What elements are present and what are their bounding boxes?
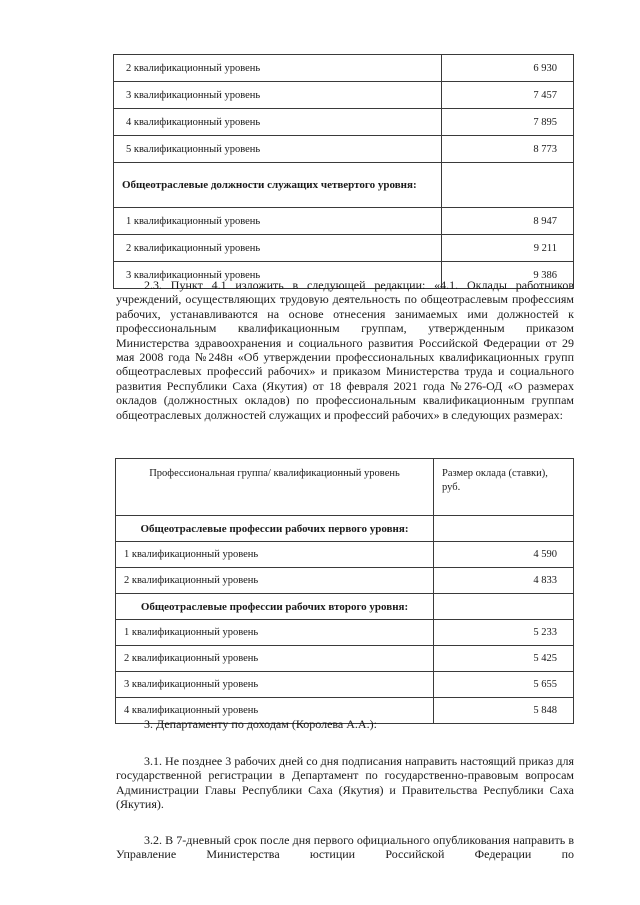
table-row xyxy=(114,109,574,136)
row-value: 5 848 xyxy=(434,698,574,724)
row-value: 9 386 xyxy=(442,262,574,289)
paragraph-text: 3.2. В 7-дневный срок после дня первого официального опубликования направить в Управление Министерства юстиции Российской Федерации по xyxy=(116,833,574,862)
row-label: 3 квалификационный уровень xyxy=(114,262,442,289)
table-row xyxy=(116,568,574,594)
header-group-level: Профессиональная группа/ квалификационный уровень xyxy=(116,459,434,516)
table-row xyxy=(116,672,574,698)
row-label: 3 квалификационный уровень xyxy=(114,82,442,109)
row-value: 5 655 xyxy=(434,672,574,698)
empty-cell xyxy=(434,594,574,620)
row-value: 7 457 xyxy=(442,82,574,109)
paragraph-text: 2.3. Пункт 4.1 изложить в следующей редакции: «4.1. Оклады работников учреждений, осуществляющих трудовую деятельность по общеотраслевым профессиям рабочих, устанавливаются на основе отнесения занимаемых ими должностей к профессиональным квалификационным группам, утвержденным приказом Министерства здравоохранения и социального развития Российской Федерации от 29 мая 2008 года №248н «Об утверждении профессиональных квалификационных групп общеотраслевых профессий рабочих» и приказом Министерства труда и социального развития Республики Саха (Якутия) от 18 февраля 2021 года №276-ОД «О размерах окладов (должностных окладов) по профессиональным квалификационным группам общеотраслевых должностей служащих и профессий рабочих» в следующих размерах: xyxy=(116,278,574,422)
table-row xyxy=(114,55,574,82)
salary-table-workers xyxy=(115,458,574,724)
group-header: Общеотраслевые профессии рабочих первого уровня: xyxy=(116,516,434,542)
row-label: 4 квалификационный уровень xyxy=(114,109,442,136)
row-label: 5 квалификационный уровень xyxy=(114,136,442,163)
row-value: 7 895 xyxy=(442,109,574,136)
paragraph-3-2 xyxy=(116,833,574,862)
row-label: 2 квалификационный уровень xyxy=(114,55,442,82)
empty-cell xyxy=(434,516,574,542)
row-label: 2 квалификационный уровень xyxy=(114,235,442,262)
row-value: 4 833 xyxy=(434,568,574,594)
paragraph-3-1 xyxy=(116,754,574,812)
row-label: 2 квалификационный уровень xyxy=(116,646,434,672)
row-value: 5 233 xyxy=(434,620,574,646)
table-row xyxy=(114,235,574,262)
row-value: 5 425 xyxy=(434,646,574,672)
table-row xyxy=(114,82,574,109)
row-label: 4 квалификационный уровень xyxy=(116,698,434,724)
table-row xyxy=(116,620,574,646)
row-value: 6 930 xyxy=(442,55,574,82)
table-row xyxy=(114,208,574,235)
row-label: 1 квалификационный уровень xyxy=(116,542,434,568)
table-group-row xyxy=(114,163,574,208)
paragraph-text: 3.1. Не позднее 3 рабочих дней со дня подписания направить настоящий приказ для государственной регистрации в Департамент по государственно-правовым вопросам Администрации Главы Республики Саха (Якутия) и Правительства Республики Саха (Якутия). xyxy=(116,754,574,812)
row-value: 4 590 xyxy=(434,542,574,568)
salary-table-employees xyxy=(113,54,574,289)
item-3-heading: 3. Департаменту по доходам (Королева А.А.): xyxy=(144,717,377,731)
table-row xyxy=(116,542,574,568)
row-label: 1 квалификационный уровень xyxy=(114,208,442,235)
row-label: 2 квалификационный уровень xyxy=(116,568,434,594)
paragraph-2-3 xyxy=(116,278,574,422)
row-value: 9 211 xyxy=(442,235,574,262)
table-group-row xyxy=(116,516,574,542)
row-value: 8 773 xyxy=(442,136,574,163)
group-header: Общеотраслевые должности служащих четвертого уровня: xyxy=(114,163,442,208)
row-label: 3 квалификационный уровень xyxy=(116,672,434,698)
table-row xyxy=(114,136,574,163)
row-label: 1 квалификационный уровень xyxy=(116,620,434,646)
header-salary: Размер оклада (ставки), руб. xyxy=(434,459,574,516)
row-value: 8 947 xyxy=(442,208,574,235)
empty-cell xyxy=(442,163,574,208)
table-header-row xyxy=(116,459,574,516)
table-row xyxy=(116,646,574,672)
table-group-row xyxy=(116,594,574,620)
group-header: Общеотраслевые профессии рабочих второго уровня: xyxy=(116,594,434,620)
